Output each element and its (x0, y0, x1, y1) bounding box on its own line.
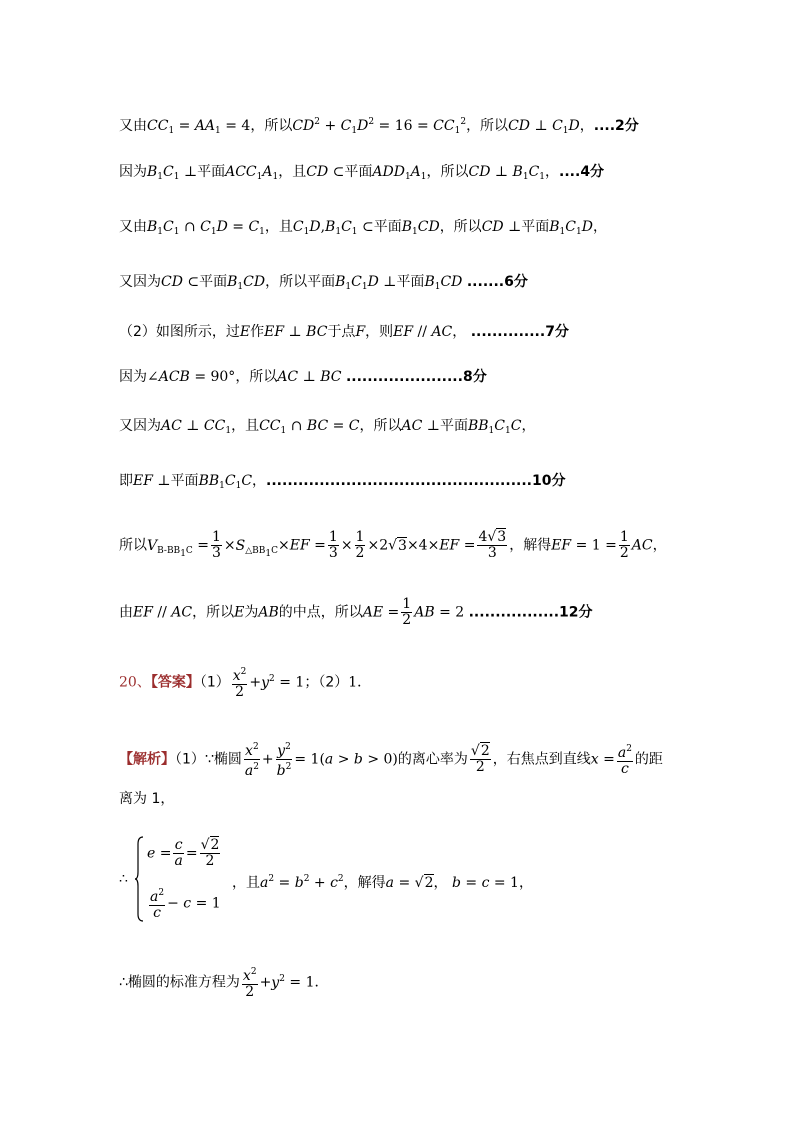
line-2: 因为$B_1C_1$ ⊥平面$ACC_1A_1$，且CD ⊂平面$ADD_1A_1$，所以CD ⊥ $B_1C_1$，....4分 (119, 164, 605, 182)
left-brace (134, 836, 144, 922)
line-7: 又因为AC ⊥ $CC_1$，且$CC_1$ ∩ BC = C，所以AC ⊥平面$BB_1C_1C$， (119, 418, 536, 436)
answer-tag: 【答案】 (150, 674, 200, 691)
answer-20: 20、【答案】（1） $\frac{x^2}{2}$ $+y^2 = 1$；（2）1． (119, 667, 372, 700)
analysis-tag: 【解析】 (119, 751, 175, 768)
line-5: （2）如图所示，过E作EF ⊥ BC于点F，则EF // AC， ..............7分 (119, 324, 569, 340)
line-1: 又由$CC_1 = AA_1 = 4$，所以$CD^2 + C_1D^2 = 16 = CC_1^2$，所以CD ⊥ $C_1D$，....2分 (119, 117, 639, 136)
line-6: 因为∠ACB = 90°，所以AC ⊥ BC ......................8分 (119, 369, 487, 385)
system-continuation: ，且$a^2 = b^2 + c^2$，解得a = √2， b = c = 1， (232, 874, 533, 891)
analysis-line-2: 离为 1， (119, 791, 175, 807)
line-9: 所以$V_{B-BB_1C}$ = $\frac{1}{3}$ $\times S_{\triangle BB_1C}\times EF$ = $\frac{1}{3}$ × $\frac{1}{2}$ ×2√3×4×EF = $\frac{4√3}{3}$ ，解得EF = 1 = $\frac{1}{2}$ AC， (119, 529, 667, 561)
line-10: 由EF // AC，所以E为AB的中点，所以AE = $\frac{1}{2}$ AB = 2 .................12分 (119, 596, 593, 628)
system-eq-2: $\frac{a^2}{c}$ − c = 1 (150, 888, 221, 921)
conclusion-line: ∴椭圆的标准方程为 $\frac{x^2}{2}$ $+y^2 = 1$． (119, 967, 329, 1000)
therefore-symbol: ∴ (119, 871, 128, 887)
line-3: 又由$B_1C_1$ ∩ $C_1D = C_1$，且$C_1D,B_1C_1$ ⊂平面$B_1CD$，所以CD ⊥平面$B_1C_1D$， (119, 219, 607, 237)
system-eq-1: e = $\frac{c}{a}$ = $\frac{√2}{2}$ (147, 837, 220, 869)
analysis-line-1: 【解析】（1）∵椭圆 $\frac{x^2}{a^2}$ + $\frac{y^2}{b^2}$ = 1(a > b > 0)的离心率为 $\frac{√2}{2}$ ，右焦点到直线x = $\frac{a^2}{c}$ 的距 (119, 742, 663, 779)
line-8: 即EF ⊥平面$BB_1C_1C$，..................................................10分 (119, 473, 566, 491)
line-4: 又因为CD ⊂平面$B_1CD$，所以平面$B_1C_1D$ ⊥平面$B_1CD$ .......6分 (119, 274, 528, 292)
question-number: 20、 (119, 674, 151, 691)
